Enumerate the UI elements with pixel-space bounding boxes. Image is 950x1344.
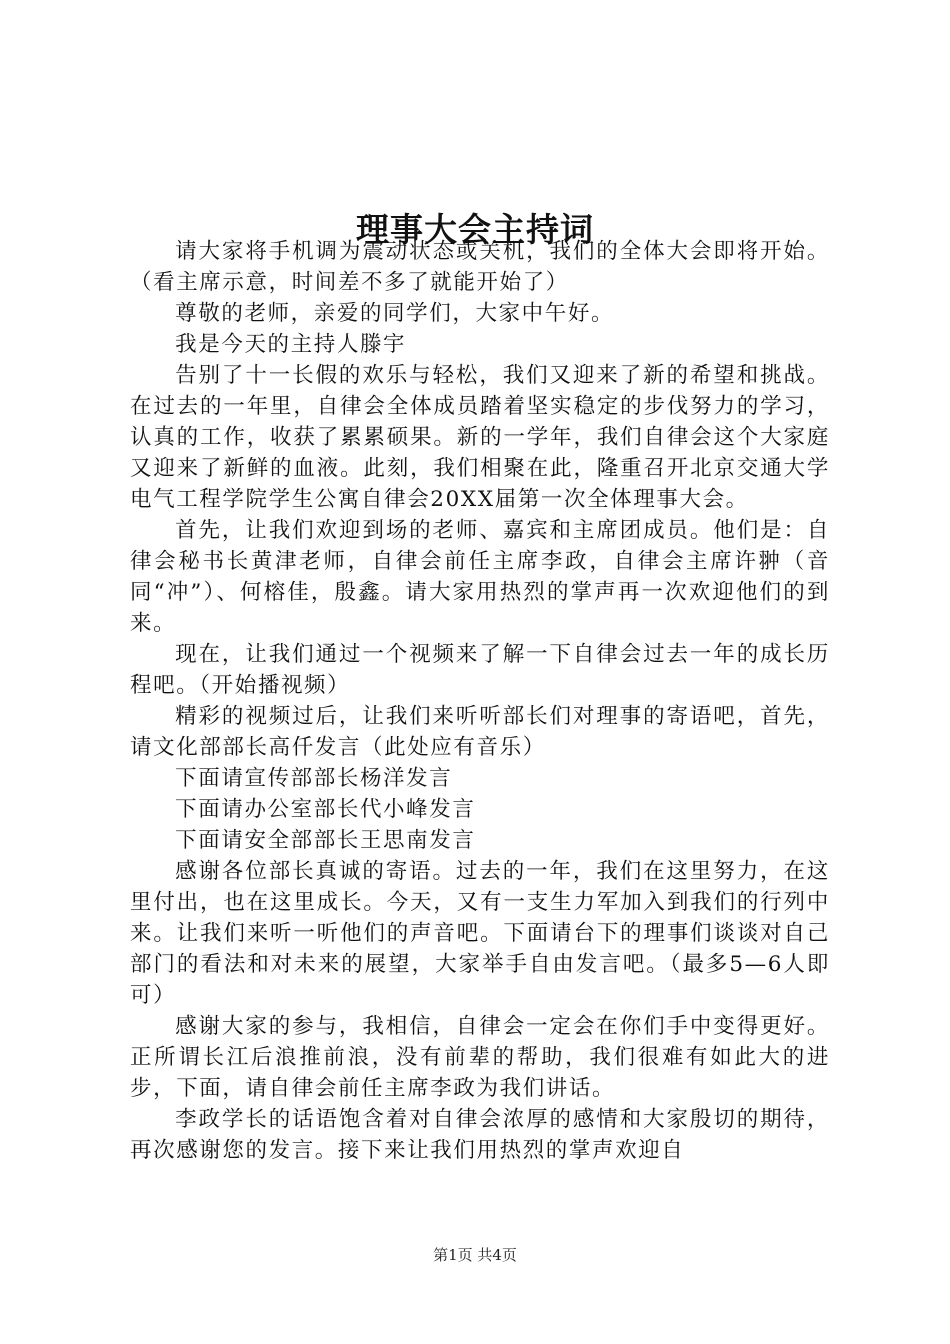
paragraph: 尊敬的老师，亲爱的同学们，大家中午好。 (175, 301, 615, 326)
document-title: 理事大会主持词 (356, 210, 594, 250)
paragraph: 告别了十一长假的欢乐与轻松，我们又迎来了新的希望和挑战。在过去的一年里，自律会全体成员踏着坚实稳定的步伐努力的学习，认真的工作，收获了累累硕果。新的一学年，我们自律会这个大家庭又迎来了新鲜的血液。此刻，我们相聚在此，隆重召开北京交通大学电气工程学院学生公寓自律会20XX届第一次全体理事大会。 (130, 363, 830, 512)
paragraph: 感谢各位部长真诚的寄语。过去的一年，我们在这里努力，在这里付出，也在这里成长。今天，又有一支生力军加入到我们的行列中来。让我们来听一听他们的声音吧。下面请台下的理事们谈谈对自己部门的看法和对未来的展望，大家举手自由发言吧。（最多5—6人即可） (130, 859, 830, 1008)
document-body (130, 236, 830, 1166)
page-number: 第1页 共4页 (433, 1246, 517, 1264)
paragraph: 首先，让我们欢迎到场的老师、嘉宾和主席团成员。他们是：自律会秘书长黄津老师，自律会前任主席李政，自律会主席许翀（音同“冲”）、何榕佳，殷鑫。请大家用热烈的掌声再一次欢迎他们的到来。 (130, 518, 830, 636)
paragraph: 感谢大家的参与，我相信，自律会一定会在你们手中变得更好。正所谓长江后浪推前浪，没有前辈的帮助，我们很难有如此大的进步，下面，请自律会前任主席李政为我们讲话。 (130, 1014, 830, 1101)
paragraph: 下面请安全部部长王思南发言 (175, 828, 476, 853)
paragraph: 精彩的视频过后，让我们来听听部长们对理事的寄语吧，首先，请文化部部长高仟发言（此处应有音乐） (130, 704, 830, 760)
page-footer (0, 1244, 950, 1266)
paragraph: 李政学长的话语饱含着对自律会浓厚的感情和大家殷切的期待，再次感谢您的发言。接下来让我们用热烈的掌声欢迎自 (130, 1107, 830, 1163)
paragraph: 下面请宣传部部长杨洋发言 (175, 766, 453, 791)
paragraph: 我是今天的主持人滕宇 (175, 332, 407, 357)
paragraph: 请大家将手机调为震动状态或关机，我们的全体大会即将开始。（看主席示意，时间差不多了就能开始了） (130, 239, 830, 295)
paragraph: 下面请办公室部长代小峰发言 (175, 797, 476, 822)
paragraph: 现在，让我们通过一个视频来了解一下自律会过去一年的成长历程吧。（开始播视频） (130, 642, 830, 698)
